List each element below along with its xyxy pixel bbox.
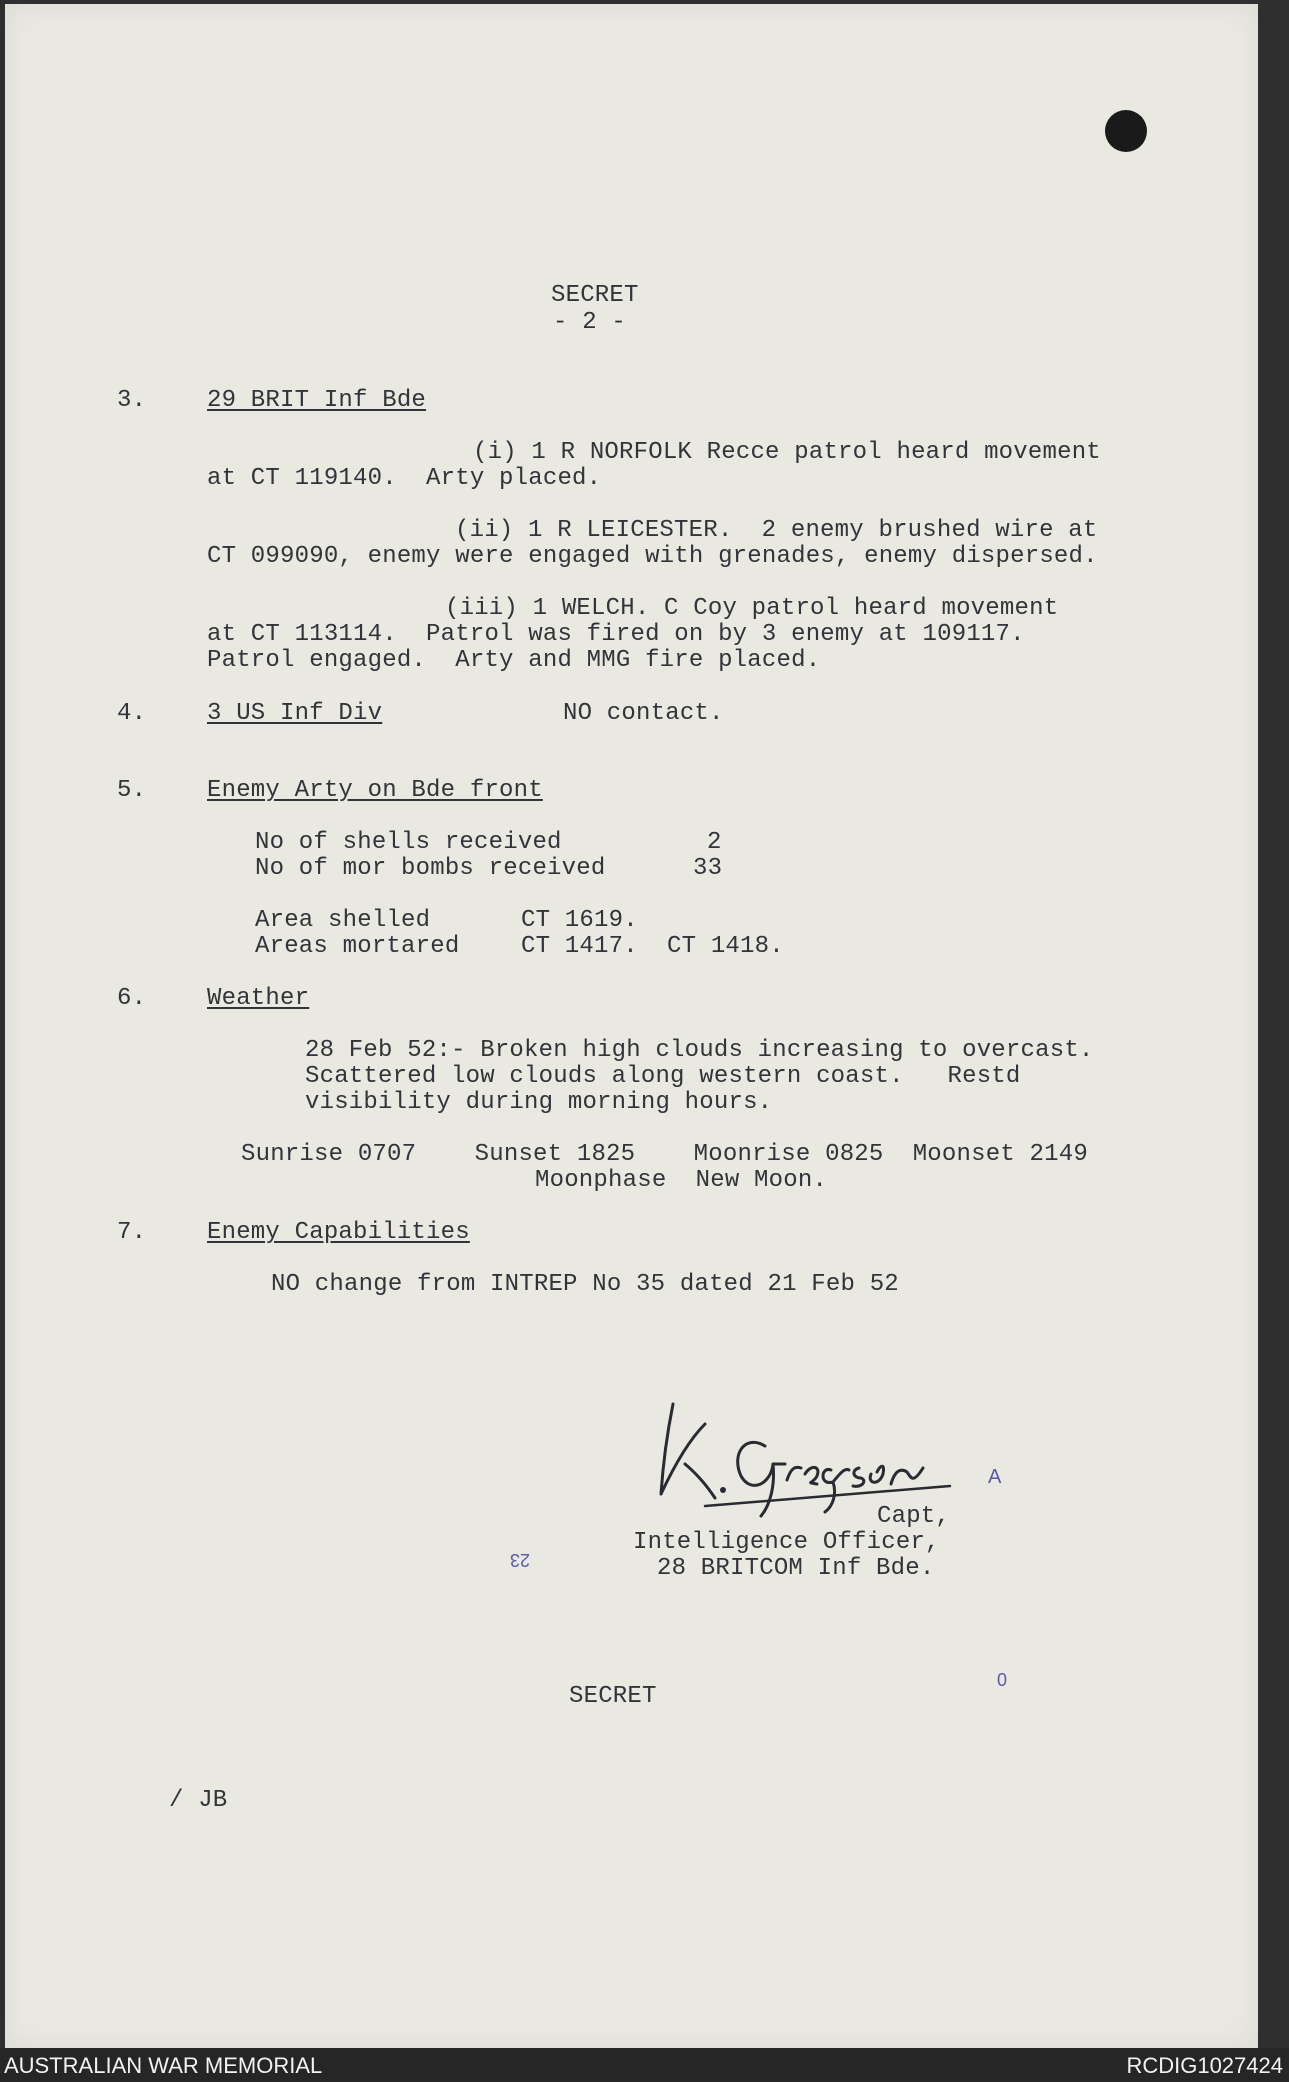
ink-annotation: 23 (510, 1550, 531, 1570)
section-number: 5. (117, 777, 147, 804)
item-line: Patrol engaged. Arty and MMG fire placed. (207, 647, 821, 674)
section-text: NO contact. (563, 700, 724, 727)
archive-footer-bar (0, 2048, 1289, 2082)
section-heading: Weather (207, 985, 310, 1012)
area-refs: CT 1619. (521, 907, 638, 934)
area-label: Area shelled (255, 907, 431, 934)
section-heading: Enemy Arty on Bde front (207, 777, 543, 804)
item-line: (iii) 1 WELCH. C Coy patrol heard movement (445, 595, 1059, 622)
row-label: No of shells received (255, 829, 562, 856)
section-text: NO change from INTREP No 35 dated 21 Feb 52 (271, 1271, 899, 1298)
archive-record-id: RCDIG1027424 (1126, 2053, 1283, 2078)
signatory-rank: Capt, (877, 1503, 951, 1530)
document-page (5, 4, 1258, 2048)
item-line: CT 099090, enemy were engaged with grenades, enemy dispersed. (207, 543, 1098, 570)
astro-times: Sunrise 0707 Sunset 1825 Moonrise 0825 Moonset 2149 (241, 1141, 1088, 1168)
page-number: - 2 - (553, 309, 627, 336)
section-heading: 29 BRIT Inf Bde (207, 387, 427, 414)
weather-line: 28 Feb 52:- Broken high clouds increasing to overcast. (305, 1037, 1094, 1064)
weather-line: Scattered low clouds along western coast. Restd (305, 1063, 1021, 1090)
area-label: Areas mortared (255, 933, 460, 960)
section-heading: Enemy Capabilities (207, 1219, 470, 1246)
item-line: (ii) 1 R LEICESTER. 2 enemy brushed wire at (455, 517, 1098, 544)
ink-annotation: A (988, 1466, 1002, 1488)
archive-name: AUSTRALIAN WAR MEMORIAL (4, 2053, 323, 2078)
weather-line: visibility during morning hours. (305, 1089, 773, 1116)
section-number: 7. (117, 1219, 147, 1246)
row-value: 33 (693, 855, 723, 882)
classification-footer: SECRET (569, 1683, 657, 1710)
typist-reference: / JB (169, 1787, 228, 1814)
area-refs: CT 1417. CT 1418. (521, 933, 784, 960)
punch-hole (1105, 110, 1147, 152)
moon-phase: Moonphase New Moon. (535, 1167, 828, 1194)
item-line: at CT 119140. Arty placed. (207, 465, 602, 492)
section-number: 3. (117, 387, 147, 414)
row-value: 2 (707, 829, 722, 856)
section-heading: 3 US Inf Div (207, 700, 383, 727)
ink-annotation: 0 (997, 1670, 1008, 1690)
classification-header: SECRET (551, 282, 639, 309)
signatory-role: Intelligence Officer, (633, 1529, 940, 1556)
item-line: (i) 1 R NORFOLK Recce patrol heard movement (473, 439, 1101, 466)
item-line: at CT 113114. Patrol was fired on by 3 enemy at 109117. (207, 621, 1025, 648)
section-number: 4. (117, 700, 147, 727)
row-label: No of mor bombs received (255, 855, 606, 882)
section-number: 6. (117, 985, 147, 1012)
signatory-unit: 28 BRITCOM Inf Bde. (657, 1555, 935, 1582)
